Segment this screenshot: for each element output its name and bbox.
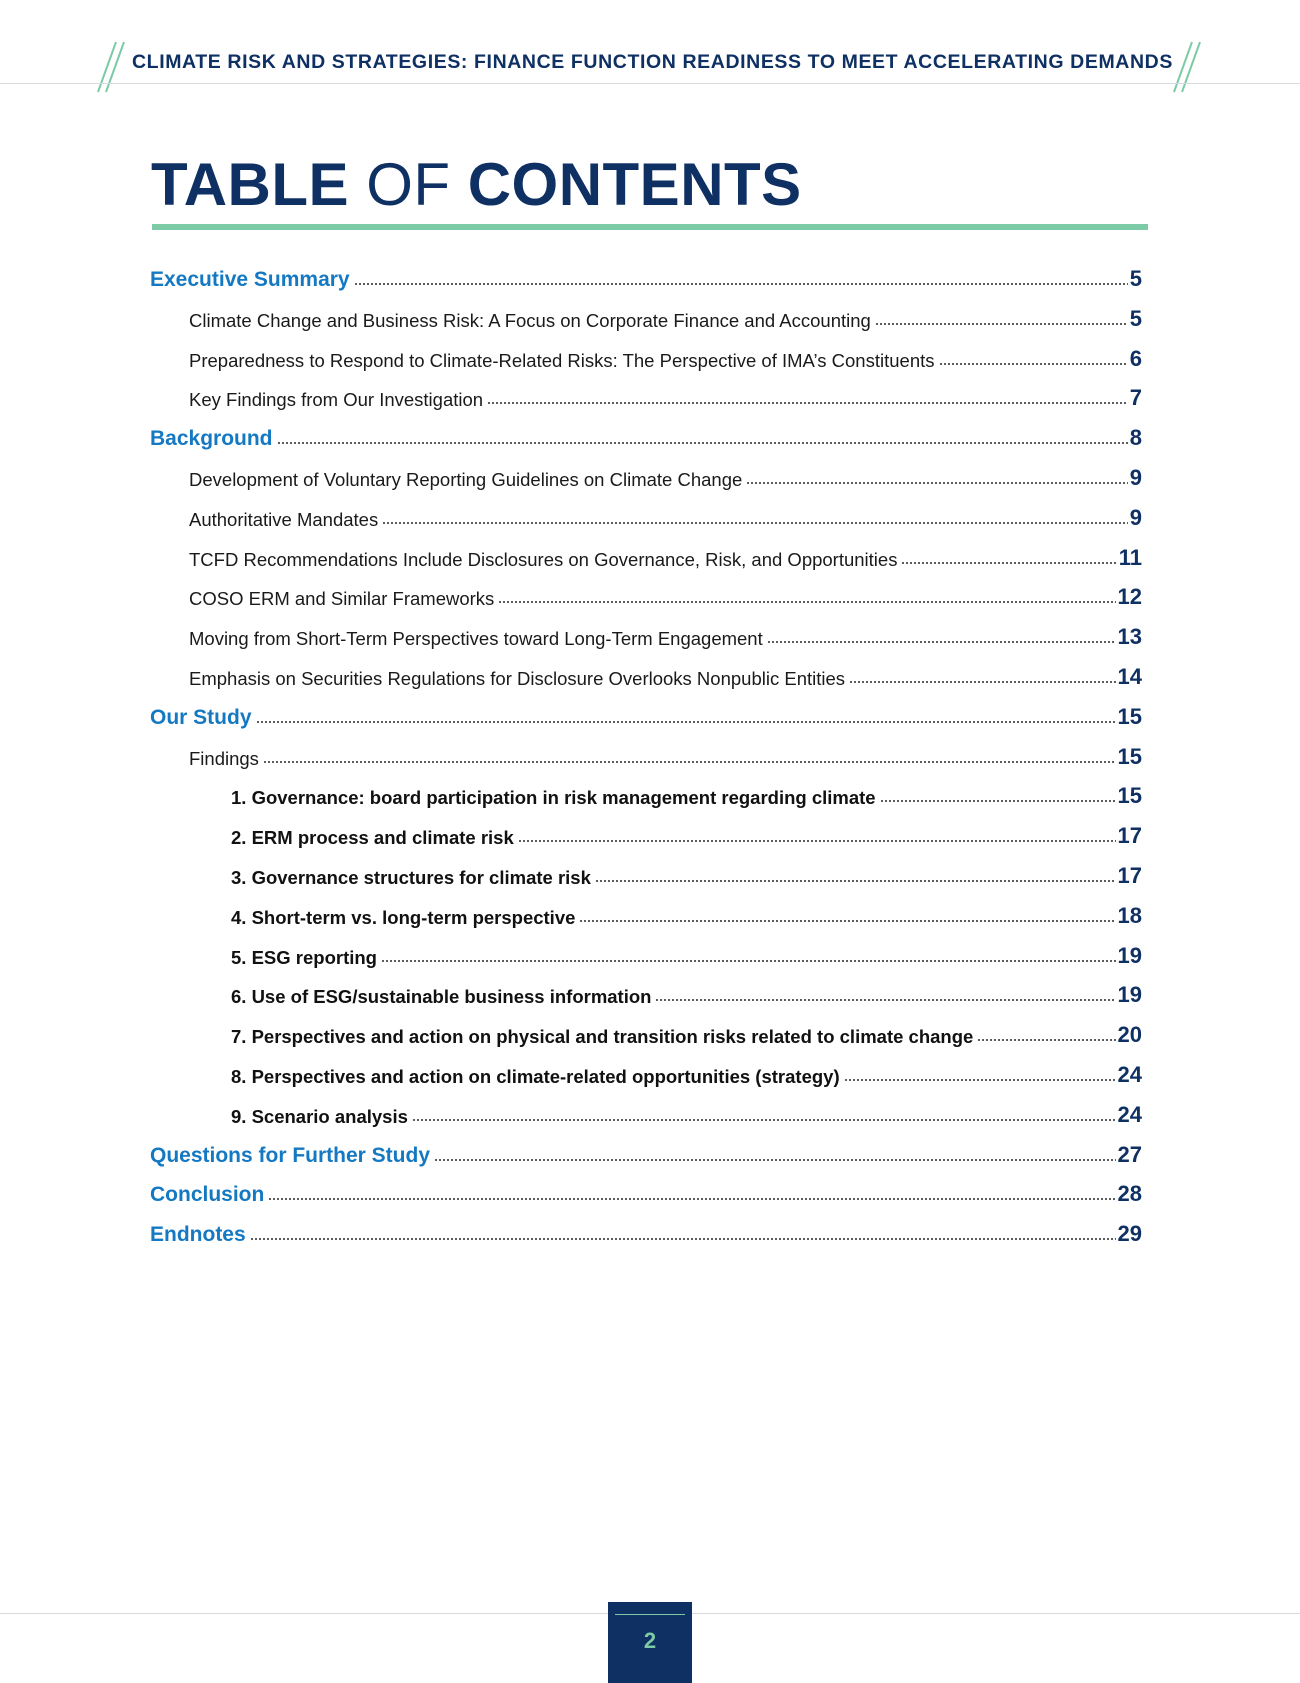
toc-subsection-entry[interactable] [189,332,1142,372]
toc-entry-label: 5. ESG reporting [231,947,377,968]
toc-subsection-entry[interactable] [189,451,1142,491]
dot-leader [498,601,1115,603]
toc-entry-label: COSO ERM and Similar Frameworks [189,588,495,609]
toc-subsection-entry[interactable] [189,491,1142,531]
toc-section-entry[interactable] [150,1207,1142,1247]
dot-leader [518,840,1116,842]
dot-leader [880,800,1116,802]
dot-leader [354,283,1128,285]
title-underline [152,224,1148,230]
toc-section-entry[interactable] [150,1167,1142,1207]
dot-leader [256,721,1116,723]
dot-leader [412,1119,1116,1121]
toc-entry-page-number: 8 [1129,425,1142,450]
toc-finding-entry[interactable] [231,849,1142,889]
toc-entry-label: Development of Voluntary Reporting Guidelines on Climate Change [189,469,743,490]
title-word-contents: CONTENTS [467,151,802,218]
toc-entry-label: Executive Summary [150,268,350,291]
dot-leader [595,880,1116,882]
title-word-table: TABLE [151,151,350,218]
toc-entry-label: Moving from Short-Term Perspectives toward Long-Term Engagement [189,628,763,649]
page-number-box-rule [615,1614,685,1615]
toc-entry-label: 1. Governance: board participation in risk management regarding climate [231,787,876,808]
toc-entry-page-number: 15 [1117,704,1142,729]
toc-subsection-entry[interactable] [189,650,1142,690]
toc-finding-entry[interactable] [231,968,1142,1008]
toc-entry-label: Authoritative Mandates [189,509,379,530]
dot-leader [382,522,1128,524]
header-divider [0,83,1300,84]
toc-finding-entry[interactable] [231,1048,1142,1088]
dot-leader [250,1238,1116,1240]
toc-entry-label: Climate Change and Business Risk: A Focus on Corporate Finance and Accounting [189,310,871,331]
toc-entry-page-number: 17 [1117,823,1142,848]
toc-entry-page-number: 6 [1129,346,1142,371]
toc-entry-page-number: 24 [1117,1102,1142,1127]
dot-leader [487,402,1128,404]
toc-entry-page-number: 19 [1117,982,1142,1007]
double-slash-left-icon [94,40,134,94]
dot-leader [277,442,1128,444]
toc-entry-label: Conclusion [150,1183,265,1206]
dot-leader [746,482,1127,484]
toc-entry-page-number: 13 [1117,624,1142,649]
toc-entry-page-number: 27 [1117,1142,1142,1167]
toc-finding-entry[interactable] [231,1008,1142,1048]
toc-entry-label: TCFD Recommendations Include Disclosures on Governance, Risk, and Opportunities [189,549,898,570]
toc-entry-page-number: 19 [1117,943,1142,968]
dot-leader [381,960,1116,962]
toc-entry-label: 7. Perspectives and action on physical and transition risks related to climate change [231,1026,974,1047]
toc-entry-page-number: 5 [1129,266,1142,291]
page-header [0,0,1300,86]
toc-entry-page-number: 5 [1129,306,1142,331]
toc-finding-entry[interactable] [231,809,1142,849]
toc-subsection-entry[interactable] [189,730,1142,770]
toc-entry-page-number: 29 [1117,1221,1142,1246]
toc-section-entry[interactable] [150,1128,1142,1168]
toc-entry-page-number: 12 [1117,584,1142,609]
toc-entry-page-number: 28 [1117,1181,1142,1206]
toc-entry-page-number: 9 [1129,505,1142,530]
toc-entry-label: Findings [189,748,259,769]
toc-entry-label: Questions for Further Study [150,1144,431,1167]
toc-finding-entry[interactable] [231,1088,1142,1128]
toc-entry-label: 4. Short-term vs. long-term perspective [231,907,576,928]
toc-finding-entry[interactable] [231,929,1142,969]
dot-leader [977,1039,1115,1041]
dot-leader [844,1079,1116,1081]
toc-subsection-entry[interactable] [189,570,1142,610]
dot-leader [263,761,1116,763]
toc-entry-page-number: 9 [1129,465,1142,490]
toc-entry-label: Key Findings from Our Investigation [189,389,484,410]
dot-leader [655,999,1115,1001]
toc-entry-page-number: 7 [1129,385,1142,410]
toc-finding-entry[interactable] [231,769,1142,809]
toc-entry-page-number: 24 [1117,1062,1142,1087]
toc-entry-page-number: 17 [1117,863,1142,888]
toc-section-entry[interactable] [150,690,1142,730]
toc-section-entry[interactable] [150,252,1142,292]
toc-entry-label: 8. Perspectives and action on climate-related opportunities (strategy) [231,1066,840,1087]
page-number: 2 [643,1628,657,1653]
toc-entry-label: Emphasis on Securities Regulations for Disclosure Overlooks Nonpublic Entities [189,668,846,689]
toc-entry-label: Background [150,427,273,450]
toc-finding-entry[interactable] [231,889,1142,929]
toc-entry-label: 2. ERM process and climate risk [231,827,514,848]
toc-entry-label: 9. Scenario analysis [231,1106,408,1127]
dot-leader [939,363,1128,365]
toc-entry-page-number: 11 [1118,545,1142,570]
toc-entry-label: Preparedness to Respond to Climate-Related Risks: The Perspective of IMA’s Constituents [189,350,935,371]
page-title [151,150,802,220]
dot-leader [579,920,1115,922]
toc-subsection-entry[interactable] [189,371,1142,411]
title-word-of: OF [366,151,451,218]
toc-subsection-entry[interactable] [189,531,1142,571]
toc-entry-page-number: 14 [1117,664,1142,689]
toc-entry-page-number: 18 [1117,903,1142,928]
dot-leader [849,681,1115,683]
toc-entry-page-number: 15 [1117,744,1142,769]
running-header-title: CLIMATE RISK AND STRATEGIES: FINANCE FUNCTION READINESS TO MEET ACCELERATING DEMANDS [132,51,1173,73]
dot-leader [767,641,1116,643]
toc-entry-label: 3. Governance structures for climate risk [231,867,591,888]
dot-leader [875,323,1128,325]
toc-entry-label: 6. Use of ESG/sustainable business information [231,986,652,1007]
dot-leader [434,1159,1116,1161]
toc-subsection-entry[interactable] [189,292,1142,332]
toc-subsection-entry[interactable] [189,610,1142,650]
toc-entry-page-number: 15 [1117,783,1142,808]
page-number-box [608,1602,692,1683]
double-slash-right-icon [1170,40,1210,94]
toc-section-entry[interactable] [150,411,1142,451]
dot-leader [901,562,1116,564]
toc-entry-label: Our Study [150,706,252,729]
toc-entry-label: Endnotes [150,1223,246,1246]
dot-leader [268,1198,1115,1200]
toc-entry-page-number: 20 [1117,1022,1142,1047]
